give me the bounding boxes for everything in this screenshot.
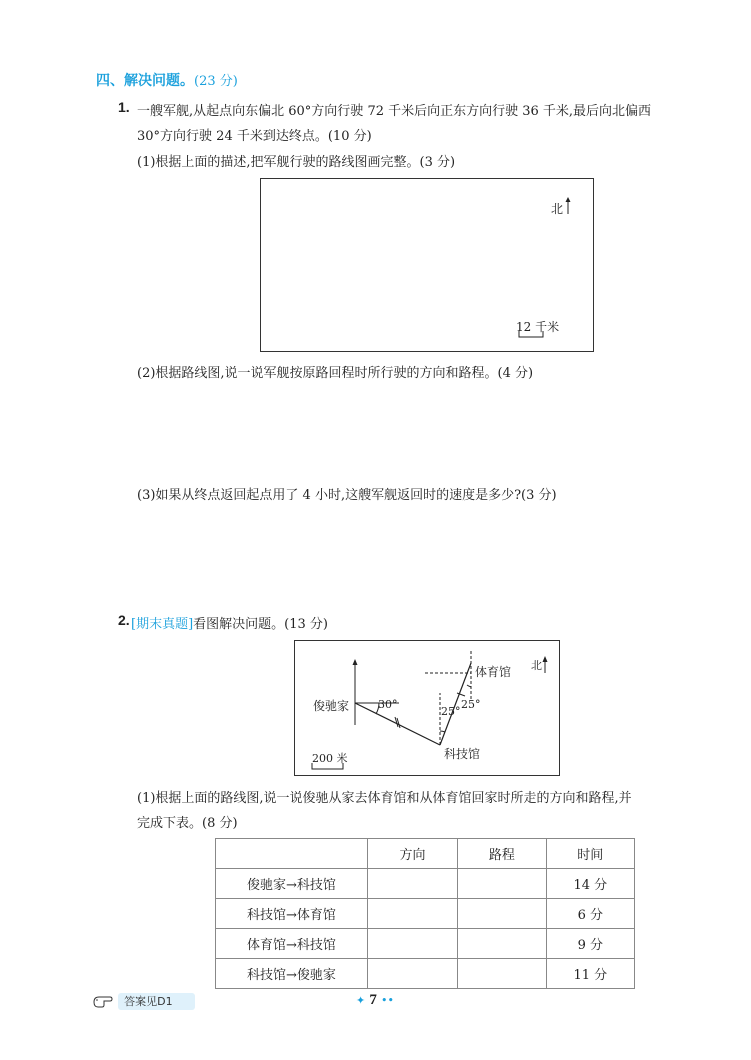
pointing-hand-icon (92, 993, 114, 1009)
question-1-sub2: (2)根据路线图,说一说军舰按原路回程时所行驶的方向和路程。(4 分) (137, 366, 534, 381)
question-2-number: 2. (118, 612, 130, 628)
question-1-sub3: (3)如果从终点返回起点用了 4 小时,这艘军舰返回时的速度是多少?(3 分) (137, 488, 557, 503)
table-header: 方向 (367, 839, 457, 869)
time-cell: 9 分 (546, 929, 634, 959)
angle-25-left-label: 25° (441, 705, 461, 718)
time-cell: 11 分 (546, 959, 634, 989)
footer-answer-tab (92, 993, 195, 1009)
exam-tag: [期末真题] (131, 617, 194, 632)
angle-25-right-label: 25° (461, 698, 481, 711)
table-header-row (216, 839, 635, 869)
distance-cell[interactable] (458, 959, 546, 989)
direction-cell[interactable] (367, 869, 457, 899)
time-cell: 6 分 (546, 899, 634, 929)
question-2-sub1-line2: 完成下表。(8 分) (137, 816, 238, 831)
question-2-text: 看图解决问题。(13 分) (193, 617, 328, 632)
north-arrow-icon (564, 197, 572, 215)
distance-cell[interactable] (458, 899, 546, 929)
science-museum-label: 科技馆 (444, 747, 481, 761)
route-cell: 科技馆→俊驰家 (216, 959, 368, 989)
page-number-area (356, 992, 394, 1009)
route-cell: 俊驰家→科技馆 (216, 869, 368, 899)
route-map-1 (260, 178, 594, 352)
route-table (215, 838, 635, 989)
table-row (216, 929, 635, 959)
question-2-sub1-line1: (1)根据上面的路线图,说一说俊驰从家去体育馆和从体育馆回家时所走的方向和路程,并 (137, 791, 632, 806)
route-cell: 科技馆→体育馆 (216, 899, 368, 929)
direction-cell[interactable] (367, 959, 457, 989)
question-1-line1: 一艘军舰,从起点向东偏北 60°方向行驶 72 千米后向正东方向行驶 36 千米,最后向北偏西 (137, 104, 652, 119)
table-header: 时间 (546, 839, 634, 869)
route-map-2 (294, 640, 560, 776)
section-title: 四、解决问题。 (96, 73, 194, 89)
table-header (216, 839, 368, 869)
question-2-heading (131, 613, 328, 632)
decor-dots-icon: •• (381, 994, 394, 1007)
scale-label: 12 千米 (516, 320, 560, 334)
question-1-line2: 30°方向行驶 24 千米到达终点。(10 分) (137, 129, 372, 144)
question-1-number: 1. (118, 99, 130, 115)
direction-cell[interactable] (367, 899, 457, 929)
gym-label: 体育馆 (475, 665, 512, 679)
scale-bar (518, 331, 544, 339)
direction-cell[interactable] (367, 929, 457, 959)
angle-30-label: 30° (378, 698, 398, 711)
table-header: 路程 (458, 839, 546, 869)
table-row (216, 959, 635, 989)
section-points: (23 分) (194, 74, 238, 89)
question-1-sub1: (1)根据上面的描述,把军舰行驶的路线图画完整。(3 分) (137, 155, 456, 170)
home-label: 俊驰家 (313, 699, 350, 713)
north-label: 北 (531, 659, 542, 672)
section-heading (96, 70, 238, 90)
north-label: 北 (551, 202, 564, 216)
scale-label: 200 米 (312, 752, 348, 765)
answer-reference: 答案见D1 (118, 993, 194, 1010)
table-row (216, 869, 635, 899)
table-row (216, 899, 635, 929)
distance-cell[interactable] (458, 929, 546, 959)
page-number: 7 (369, 992, 377, 1008)
time-cell: 14 分 (546, 869, 634, 899)
route-cell: 体育馆→科技馆 (216, 929, 368, 959)
decor-star-icon: ✦ (356, 994, 366, 1007)
distance-cell[interactable] (458, 869, 546, 899)
